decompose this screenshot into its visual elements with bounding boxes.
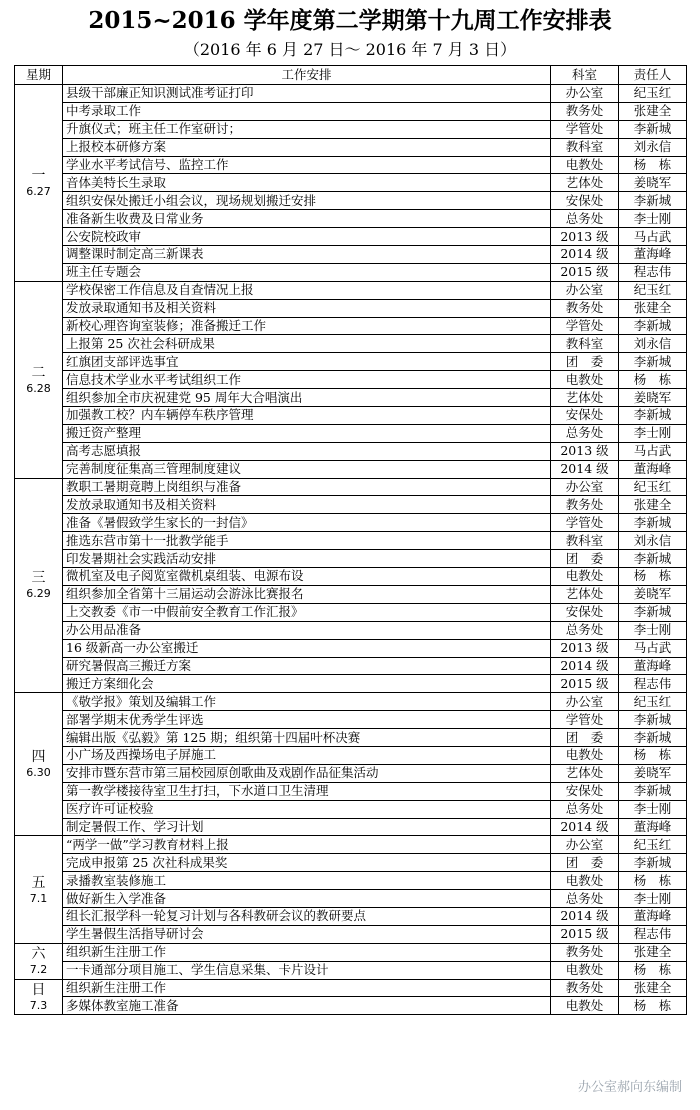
table-row [15,496,687,514]
person-cell: 纪玉红 [619,281,687,299]
person-cell: 李新城 [619,353,687,371]
task-cell: 发放录取通知书及相关资料 [63,496,551,514]
office-cell: 团 委 [551,729,619,747]
table-row [15,854,687,872]
task-cell: 《敬学报》策划及编辑工作 [63,693,551,711]
person-cell: 李新城 [619,782,687,800]
office-cell: 教科室 [551,335,619,353]
weekday-label: 二 [31,364,46,381]
office-cell: 2014 级 [551,657,619,675]
office-cell: 2015 级 [551,925,619,943]
task-cell: 微机室及电子阅览室微机桌组装、电源布设 [63,568,551,586]
person-cell: 董海峰 [619,818,687,836]
task-cell: 研究暑假高三搬迁方案 [63,657,551,675]
office-cell: 电教处 [551,746,619,764]
task-cell: 办公用品准备 [63,621,551,639]
task-cell: 上报第 25 次社会科研成果 [63,335,551,353]
person-cell: 姜晓军 [619,174,687,192]
task-cell: 高考志愿填报 [63,442,551,460]
person-cell: 李士刚 [619,800,687,818]
table-row [15,693,687,711]
person-cell: 李新城 [619,407,687,425]
task-cell: 准备《暑假致学生家长的一封信》 [63,514,551,532]
table-row [15,907,687,925]
header-day: 星期 [15,66,63,85]
task-cell: 学校保密工作信息及自查情况上报 [63,281,551,299]
office-cell: 教务处 [551,299,619,317]
table-row [15,460,687,478]
table-row [15,890,687,908]
office-cell: 安保处 [551,603,619,621]
person-cell: 纪玉红 [619,693,687,711]
office-cell: 团 委 [551,550,619,568]
table-row [15,335,687,353]
task-cell: 搬迁资产整理 [63,424,551,442]
person-cell: 纪玉红 [619,85,687,103]
task-cell: 推选东营市第十一批教学能手 [63,532,551,550]
task-cell: 上报校本研修方案 [63,138,551,156]
person-cell: 董海峰 [619,246,687,264]
office-cell: 办公室 [551,836,619,854]
person-cell: 董海峰 [619,907,687,925]
person-cell: 程志伟 [619,675,687,693]
footer-credit: 办公室郝向东编制 [577,1080,682,1095]
day-date: 6.27 [26,184,51,198]
office-cell: 总务处 [551,890,619,908]
weekday-label: 六 [31,946,46,963]
person-cell: 李士刚 [619,890,687,908]
person-cell: 张建全 [619,943,687,961]
day-date: 7.1 [29,891,48,905]
office-cell: 总务处 [551,424,619,442]
person-cell: 马占武 [619,228,687,246]
task-cell: 调整课时制定高三新课表 [63,246,551,264]
task-cell: 组织参加全省第十三届运动会游泳比赛报名 [63,585,551,603]
weekday-label: 五 [31,874,46,891]
person-cell: 马占武 [619,639,687,657]
table-row [15,371,687,389]
task-cell: 印发暑期社会实践活动安排 [63,550,551,568]
weekday-label: 日 [31,981,46,998]
office-cell: 总务处 [551,621,619,639]
table-row [15,407,687,425]
office-cell: 教科室 [551,532,619,550]
table-row [15,246,687,264]
table-row [15,478,687,496]
person-cell: 李新城 [619,603,687,621]
table-row [15,711,687,729]
person-cell: 杨 栋 [619,568,687,586]
office-cell: 学管处 [551,120,619,138]
task-cell: 完善制度征集高三管理制度建议 [63,460,551,478]
table-row [15,603,687,621]
person-cell: 李士刚 [619,621,687,639]
table-row [15,317,687,335]
office-cell: 安保处 [551,192,619,210]
table-row [15,782,687,800]
task-cell: 班主任专题会 [63,263,551,281]
office-cell: 办公室 [551,281,619,299]
office-cell: 2014 级 [551,460,619,478]
table-row [15,424,687,442]
office-cell: 电教处 [551,156,619,174]
table-row [15,442,687,460]
person-cell: 刘永信 [619,335,687,353]
office-cell: 办公室 [551,85,619,103]
office-cell: 教务处 [551,496,619,514]
person-cell: 程志伟 [619,263,687,281]
office-cell: 电教处 [551,568,619,586]
task-cell: 新校心理咨询室装修；准备搬迁工作 [63,317,551,335]
person-cell: 杨 栋 [619,371,687,389]
person-cell: 姜晓军 [619,389,687,407]
table-row [15,102,687,120]
table-header-row [15,66,687,85]
person-cell: 刘永信 [619,532,687,550]
office-cell: 电教处 [551,961,619,979]
table-row [15,979,687,997]
day-date: 6.30 [26,766,51,780]
office-cell: 教务处 [551,943,619,961]
table-row [15,836,687,854]
office-cell: 2013 级 [551,228,619,246]
task-cell: 编辑出版《弘毅》第 125 期；组织第十四届叶杯决赛 [63,729,551,747]
person-cell: 杨 栋 [619,961,687,979]
task-cell: 红旗团支部评选事宜 [63,353,551,371]
day-cell [15,281,63,478]
table-row [15,746,687,764]
office-cell: 2015 级 [551,263,619,281]
day-date: 7.2 [29,963,48,977]
task-cell: 一卡通部分项目施工、学生信息采集、卡片设计 [63,961,551,979]
table-row [15,532,687,550]
office-cell: 办公室 [551,478,619,496]
task-cell: 多媒体教室施工准备 [63,997,551,1015]
task-cell: 县级干部廉正知识测试准考证打印 [63,85,551,103]
day-date: 6.28 [26,381,51,395]
office-cell: 安保处 [551,782,619,800]
task-cell: 小广场及西操场电子屏施工 [63,746,551,764]
table-row [15,943,687,961]
task-cell: “两学一做”学习教育材料上报 [63,836,551,854]
day-cell [15,478,63,693]
office-cell: 教科室 [551,138,619,156]
person-cell: 姜晓军 [619,764,687,782]
table-row [15,657,687,675]
person-cell: 杨 栋 [619,156,687,174]
person-cell: 李士刚 [619,424,687,442]
table-row [15,85,687,103]
schedule-body [15,85,687,1015]
task-cell: 公安院校政审 [63,228,551,246]
person-cell: 李新城 [619,120,687,138]
table-row [15,192,687,210]
person-cell: 杨 栋 [619,997,687,1015]
table-row [15,621,687,639]
task-cell: 完成申报第 25 次社科成果奖 [63,854,551,872]
task-cell: 医疗许可证校验 [63,800,551,818]
person-cell: 李士刚 [619,210,687,228]
office-cell: 电教处 [551,371,619,389]
office-cell: 团 委 [551,353,619,371]
office-cell: 学管处 [551,711,619,729]
task-cell: 组织新生注册工作 [63,979,551,997]
office-cell: 艺体处 [551,389,619,407]
task-cell: 安排市暨东营市第三届校园原创歌曲及戏剧作品征集活动 [63,764,551,782]
table-row [15,281,687,299]
table-row [15,228,687,246]
office-cell: 2015 级 [551,675,619,693]
table-row [15,138,687,156]
task-cell: 发放录取通知书及相关资料 [63,299,551,317]
office-cell: 2014 级 [551,818,619,836]
date-range-subtitle: （2016 年 6 月 27 日～ 2016 年 7 月 3 日） [183,40,517,59]
schedule-table [14,65,687,1015]
header-office: 科室 [551,66,619,85]
person-cell: 张建全 [619,299,687,317]
office-cell: 学管处 [551,317,619,335]
table-row [15,120,687,138]
day-cell [15,85,63,282]
day-cell [15,979,63,1015]
office-cell: 教务处 [551,102,619,120]
page-title: 2015~2016 学年度第二学期第十九周工作安排表 [88,7,612,34]
task-cell: 组织新生注册工作 [63,943,551,961]
task-cell: 第一教学楼接待室卫生打扫，下水道口卫生清理 [63,782,551,800]
task-cell: 部署学期末优秀学生评选 [63,711,551,729]
person-cell: 张建全 [619,102,687,120]
task-cell: 学生暑假生活指导研讨会 [63,925,551,943]
office-cell: 团 委 [551,854,619,872]
person-cell: 马占武 [619,442,687,460]
person-cell: 姜晓军 [619,585,687,603]
task-cell: 组长汇报学科一轮复习计划与各科教研会议的教研要点 [63,907,551,925]
table-row [15,961,687,979]
task-cell: 学业水平考试信号、监控工作 [63,156,551,174]
table-row [15,353,687,371]
office-cell: 艺体处 [551,585,619,603]
table-row [15,263,687,281]
table-row [15,639,687,657]
person-cell: 程志伟 [619,925,687,943]
person-cell: 李新城 [619,711,687,729]
task-cell: 升旗仪式；班主任工作室研讨； [63,120,551,138]
office-cell: 学管处 [551,514,619,532]
office-cell: 安保处 [551,407,619,425]
table-row [15,800,687,818]
header-task: 工作安排 [63,66,551,85]
task-cell: 信息技术学业水平考试组织工作 [63,371,551,389]
header-person: 责任人 [619,66,687,85]
weekday-label: 三 [31,570,46,587]
day-date: 7.3 [29,998,48,1012]
task-cell: 上交教委《市一中假前安全教育工作汇报》 [63,603,551,621]
table-row [15,675,687,693]
task-cell: 搬迁方案细化会 [63,675,551,693]
person-cell: 张建全 [619,496,687,514]
task-cell: 加强教工校？内车辆停车秩序管理 [63,407,551,425]
task-cell: 16 级新高一办公室搬迁 [63,639,551,657]
office-cell: 2013 级 [551,442,619,460]
task-cell: 制定暑假工作、学习计划 [63,818,551,836]
task-cell: 录播教室装修施工 [63,872,551,890]
table-row [15,764,687,782]
day-cell [15,836,63,943]
person-cell: 李新城 [619,854,687,872]
office-cell: 教务处 [551,979,619,997]
person-cell: 李新城 [619,192,687,210]
person-cell: 杨 栋 [619,746,687,764]
task-cell: 教职工暑期竟聘上岗组织与准备 [63,478,551,496]
office-cell: 办公室 [551,693,619,711]
person-cell: 李新城 [619,550,687,568]
day-cell [15,943,63,979]
table-row [15,872,687,890]
person-cell: 张建全 [619,979,687,997]
task-cell: 做好新生入学准备 [63,890,551,908]
person-cell: 刘永信 [619,138,687,156]
office-cell: 2013 级 [551,639,619,657]
office-cell: 艺体处 [551,174,619,192]
office-cell: 总务处 [551,800,619,818]
person-cell: 李新城 [619,729,687,747]
person-cell: 杨 栋 [619,872,687,890]
task-cell: 音体美特长生录取 [63,174,551,192]
table-row [15,925,687,943]
office-cell: 总务处 [551,210,619,228]
office-cell: 2014 级 [551,907,619,925]
person-cell: 董海峰 [619,460,687,478]
person-cell: 李新城 [619,317,687,335]
table-row [15,174,687,192]
table-row [15,585,687,603]
person-cell: 纪玉红 [619,478,687,496]
task-cell: 组织参加全市庆祝建党 95 周年大合唱演出 [63,389,551,407]
table-row [15,550,687,568]
table-row [15,568,687,586]
person-cell: 李新城 [619,514,687,532]
task-cell: 中考录取工作 [63,102,551,120]
task-cell: 组织安保处搬迁小组会议，现场规划搬迁安排 [63,192,551,210]
office-cell: 2014 级 [551,246,619,264]
task-cell: 准备新生收费及日常业务 [63,210,551,228]
weekday-label: 一 [31,167,46,184]
office-cell: 艺体处 [551,764,619,782]
day-date: 6.29 [26,587,51,601]
table-row [15,729,687,747]
table-row [15,997,687,1015]
office-cell: 电教处 [551,997,619,1015]
table-row [15,299,687,317]
table-row [15,389,687,407]
weekday-label: 四 [31,749,46,766]
table-row [15,210,687,228]
office-cell: 电教处 [551,872,619,890]
day-cell [15,693,63,836]
person-cell: 纪玉红 [619,836,687,854]
table-row [15,818,687,836]
table-row [15,156,687,174]
person-cell: 董海峰 [619,657,687,675]
table-row [15,514,687,532]
